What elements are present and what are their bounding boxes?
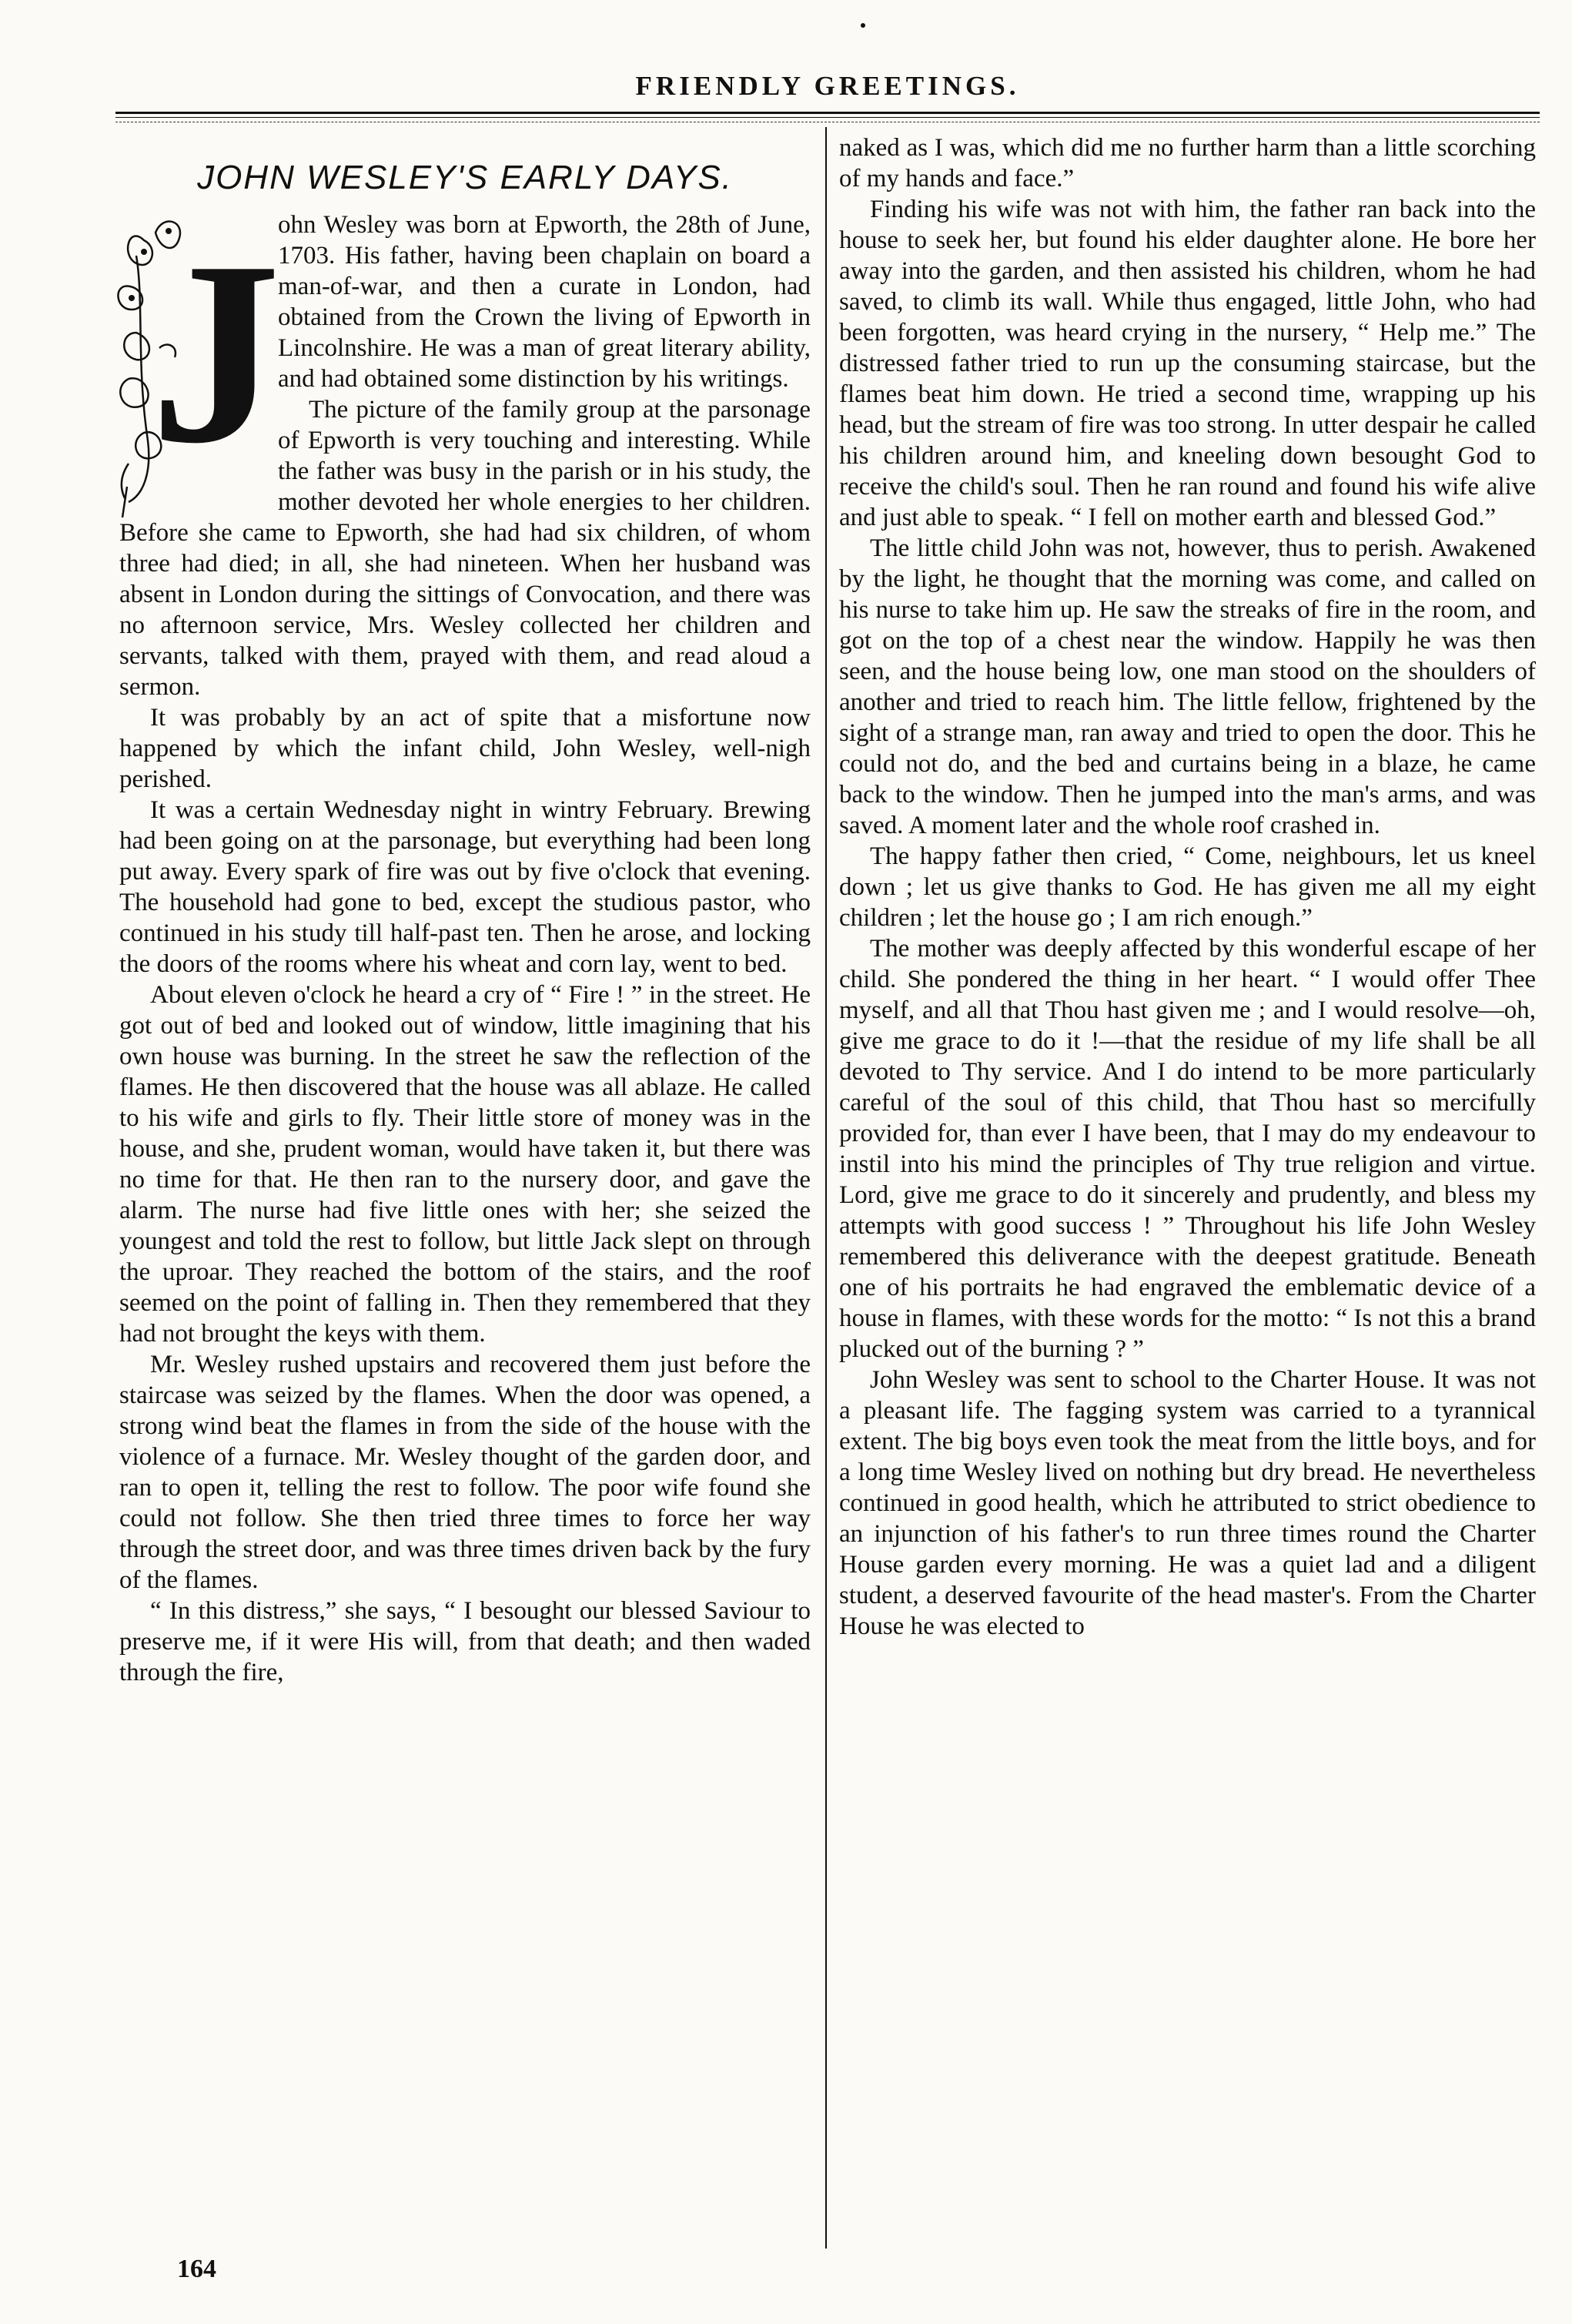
paragraph-opening: ohn Wesley was born at Epworth, the 28th of June, 1703. His father, having been chaplain on board a man-of-war, and then a curate in London, had obtained from the Crown the living of Epworth in Lincolnshire. He was a man of great literary ability, and had obtained some distinction by his writings. <box>278 211 811 393</box>
paragraph: The little child John was not, however, thus to perish. Awakened by the light, he thought that the morning was come, and called on his nurse to take him up. He saw the streaks of fire in the room, and got on the top of a chest near the window. Happily he was then seen, and the house being low, one man stood on the shoulders of another and tried to reach him. The little fellow, frightened by the sight of a strange man, ran away and tried to open the door. This he could not do, and the bed and curtains being in a blaze, he came back to the window. Then he jumped into the man's arms, and was saved. A moment later and the whole roof crashed in. <box>839 534 1536 839</box>
header-rule-thick <box>115 112 1540 114</box>
left-column <box>119 132 811 1688</box>
paragraph-continued: naked as I was, which did me no further harm than a little scorching of my hands and face.” <box>839 134 1536 193</box>
paragraph: It was a certain Wednesday night in wintry February. Brewing had been going on at the parsonage, but everything had been long put away. Every spark of fire was out by five o'clock that evening. The household had gone to bed, except the studious pastor, who continued in his study till half-past ten. Then he arose, and locking the doors of the rooms where his wheat and corn lay, went to bed. <box>119 796 811 978</box>
paragraph: It was probably by an act of spite that a misfortune now happened by which the infant child, John Wesley, well-nigh perished. <box>119 704 811 793</box>
paragraph: John Wesley was sent to school to the Charter House. It was not a pleasant life. The fagging system was carried to a tyrannical extent. The big boys even took the meat from the little boys, and for a long time Wesley lived on nothing but dry bread. He nevertheless continued in good health, which he attributed to strict obedience to an injunction of his father's to run three times round the Charter House garden every morning. He was a quiet lad and a diligent student, a deserved favourite of the head master's. From the Charter House he was elected to <box>839 1366 1536 1640</box>
paragraph: The picture of the family group at the parsonage of Epworth is very touching and interesting. While the father was busy in the parish or in his study, the mother devoted her whole energies to her children. Before she came to Epworth, she had had six children, of whom three had died; in all, she had nineteen. When her husband was absent in London during the sittings of Convocation, and there was no afternoon service, Mrs. Wesley collected her children and servants, talked with them, prayed with them, and read aloud a sermon. <box>119 396 811 701</box>
ink-speck <box>861 23 865 28</box>
running-header: FRIENDLY GREETINGS. <box>635 71 1020 101</box>
paragraph: Mr. Wesley rushed upstairs and recovered them just before the staircase was seized by the flames. When the door was opened, a strong wind beat the flames in from the side of the house with the violence of a furnace. Mr. Wesley thought of the garden door, and ran to open it, telling the rest to follow. The poor wife found she could not follow. She then tried three times to force her way through the street door, and was three times driven back by the fury of the flames. <box>119 1351 811 1594</box>
header-rule-thin <box>115 117 1540 118</box>
paragraph: “ In this distress,” she says, “ I besought our blessed Saviour to preserve me, if it were His will, from that death; and then waded through the fire, <box>119 1597 811 1686</box>
right-column <box>839 132 1536 1642</box>
paragraph: About eleven o'clock he heard a cry of “ Fire ! ” in the street. He got out of bed and looked out of window, little imagining that his own house was burning. In the street he saw the reflection of the flames. He then discovered that the house was all ablaze. He called to his wife and girls to fly. Their little store of money was in the house, and she, prudent woman, would have taken it, but there was no time for that. He then ran to the nursery door, and gave the alarm. The nurse had five little ones with her; she seized the youngest and told the rest to follow, but little Jack slept on through the uproar. They reached the bottom of the stairs, and the roof seemed on the point of falling in. Then they remembered that they had not brought the keys with them. <box>119 981 811 1348</box>
ornamental-initial <box>113 207 281 511</box>
floral-initial-icon <box>113 207 281 511</box>
paragraph: The mother was deeply affected by this wonderful escape of her child. She pondered the thing in her heart. “ I would offer Thee myself, and all that Thou hast given me ; and I would resolve—oh, give me grace to do it !—that the residue of my life shall be all devoted to Thy service. And I do intend to be more particularly careful of the soul of this child, that Thou hast so mercifully provided for, than ever I have been, that I may do my endeavour to instil into his mind the principles of Thy true religion and virtue. Lord, give me grace to do it sincerely and prudently, and bless my attempts with good success ! ” Throughout his life John Wesley remembered this deliverance with the deepest gratitude. Beneath one of his portraits he had engraved the emblematic device of a house in flames, with these words for the motto: “ Is not this a brand plucked out of the burning ? ” <box>839 935 1536 1363</box>
article-title: JOHN WESLEY'S EARLY DAYS. <box>197 159 733 196</box>
paragraph: The happy father then cried, “ Come, neighbours, let us kneel down ; let us give thanks to God. He has given me all my eight children ; let the house go ; I am rich enough.” <box>839 842 1536 932</box>
page-number: 164 <box>177 2255 216 2283</box>
svg-text:J: J <box>150 207 281 497</box>
column-divider <box>825 127 827 2249</box>
paragraph: Finding his wife was not with him, the father ran back into the house to seek her, but found his elder daughter alone. He bore her away into the garden, and then assisted his children, whom he had saved, to climb its wall. While thus engaged, little John, who had been forgotten, was heard crying in the nursery, “ Help me.” The distressed father tried to run up the consuming staircase, but the flames beat him down. He tried a second time, wrapping up his head, but the stream of fire was too strong. In utter despair he called his children around him, and kneeling down besought God to receive the child's soul. Then he ran round and found his wife alive and just able to speak. “ I fell on mother earth and blessed God.” <box>839 196 1536 531</box>
